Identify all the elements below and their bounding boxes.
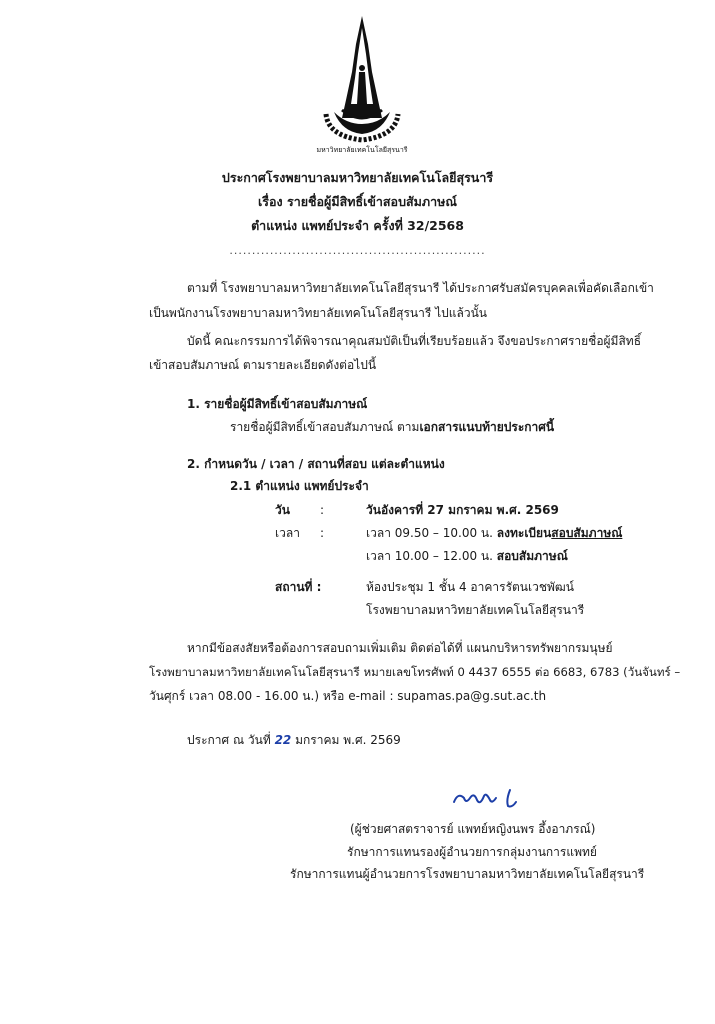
signer-name: (ผู้ช่วยศาสตราจารย์ แพทย์หญิงนพร อึ้งอาภรณ์): [350, 822, 596, 836]
contact-line-1: หากมีข้อสงสัยหรือต้องการสอบถามเพิ่มเติม ติดต่อได้ที่ แผนกบริหารทรัพยากรมนุษย์: [187, 641, 613, 655]
section2-title: 2. กำหนดวัน / เวลา / สถานที่สอบ แต่ละตำแหน่ง: [187, 457, 445, 471]
time-colon: :: [320, 526, 325, 540]
section1-text-plain: รายชื่อผู้มีสิทธิ์เข้าสอบสัมภาษณ์ ตาม: [230, 420, 420, 434]
header-line-3: ตำแหน่ง แพทย์ประจำ ครั้งที่ 32/2568: [251, 218, 464, 233]
place-label: สถานที่ :: [275, 580, 322, 594]
time-slot-2: [366, 548, 568, 564]
header-divider: .........................................................: [229, 244, 486, 257]
day-label: วัน: [275, 503, 290, 517]
time-label: เวลา: [275, 526, 300, 540]
announce-prefix: ประกาศ ณ วันที่: [187, 733, 271, 747]
announce-suffix: มกราคม พ.ศ. 2569: [295, 733, 401, 747]
header-line-2: เรื่อง รายชื่อผู้มีสิทธิ์เข้าสอบสัมภาษณ์: [258, 194, 457, 209]
para1-line-2: เป็นพนักงานโรงพยาบาลมหาวิทยาลัยเทคโนโลยีสุรนารี ไปแล้วนั้น: [149, 306, 487, 320]
logo-text: มหาวิทยาลัยเทคโนโลยีสุรนารี: [316, 146, 408, 154]
section1-text: [230, 419, 554, 435]
section1-title: 1. รายชื่อผู้มีสิทธิ์เข้าสอบสัมภาษณ์: [187, 397, 368, 411]
day-colon: :: [320, 503, 325, 517]
time-slot-1-time: เวลา 09.50 – 10.00 น.: [366, 526, 493, 540]
time-slot-2-time: เวลา 10.00 – 12.00 น.: [366, 549, 493, 563]
announce-date: [187, 732, 401, 748]
day-value: วันอังคารที่ 27 มกราคม พ.ศ. 2569: [366, 503, 559, 517]
time-slot-1-interview: สอบสัมภาษณ์: [551, 526, 623, 540]
place-line-1: ห้องประชุม 1 ชั้น 4 อาคารรัตนเวชพัฒน์: [366, 580, 574, 594]
announce-day: 22: [274, 733, 292, 747]
para2-line-1: บัดนี้ คณะกรรมการได้พิจารณาคุณสมบัติเป็นที่เรียบร้อยแล้ว จึงขอประกาศรายชื่อผู้มีสิทธิ์: [187, 334, 642, 348]
university-logo: [312, 14, 412, 156]
time-slot-1: [366, 525, 622, 541]
header-line-1: ประกาศโรงพยาบาลมหาวิทยาลัยเทคโนโลยีสุรนารี: [221, 170, 494, 185]
contact-line-2: โรงพยาบาลมหาวิทยาลัยเทคโนโลยีสุรนารี หมายเลขโทรศัพท์ 0 4437 6555 ต่อ 6683, 6783 (วันจันทร์ –: [149, 665, 681, 679]
time-slot-2-interview: สอบสัมภาษณ์: [496, 549, 568, 563]
para1-line-1: ตามที่ โรงพยาบาลมหาวิทยาลัยเทคโนโลยีสุรนารี ได้ประกาศรับสมัครบุคคลเพื่อคัดเลือกเข้า: [187, 281, 654, 295]
place-line-2: โรงพยาบาลมหาวิทยาลัยเทคโนโลยีสุรนารี: [366, 603, 585, 617]
signer-role-2: รักษาการแทนผู้อำนวยการโรงพยาบาลมหาวิทยาลัยเทคโนโลยีสุรนารี: [290, 867, 645, 881]
para2-line-2: เข้าสอบสัมภาษณ์ ตามรายละเอียดดังต่อไปนี้: [149, 358, 377, 372]
section2-subtitle: 2.1 ตำแหน่ง แพทย์ประจำ: [230, 479, 369, 493]
time-slot-1-register: ลงทะเบียน: [496, 526, 552, 540]
signer-role-1: รักษาการแทนรองผู้อำนวยการกลุ่มงานการแพทย์: [347, 845, 597, 859]
contact-line-3: วันศุกร์ เวลา 08.00 - 16.00 น.) หรือ e-mail : supamas.pa@g.sut.ac.th: [149, 689, 547, 703]
signature-image: [450, 784, 530, 814]
section1-text-bold: เอกสารแนบท้ายประกาศนี้: [419, 420, 555, 434]
